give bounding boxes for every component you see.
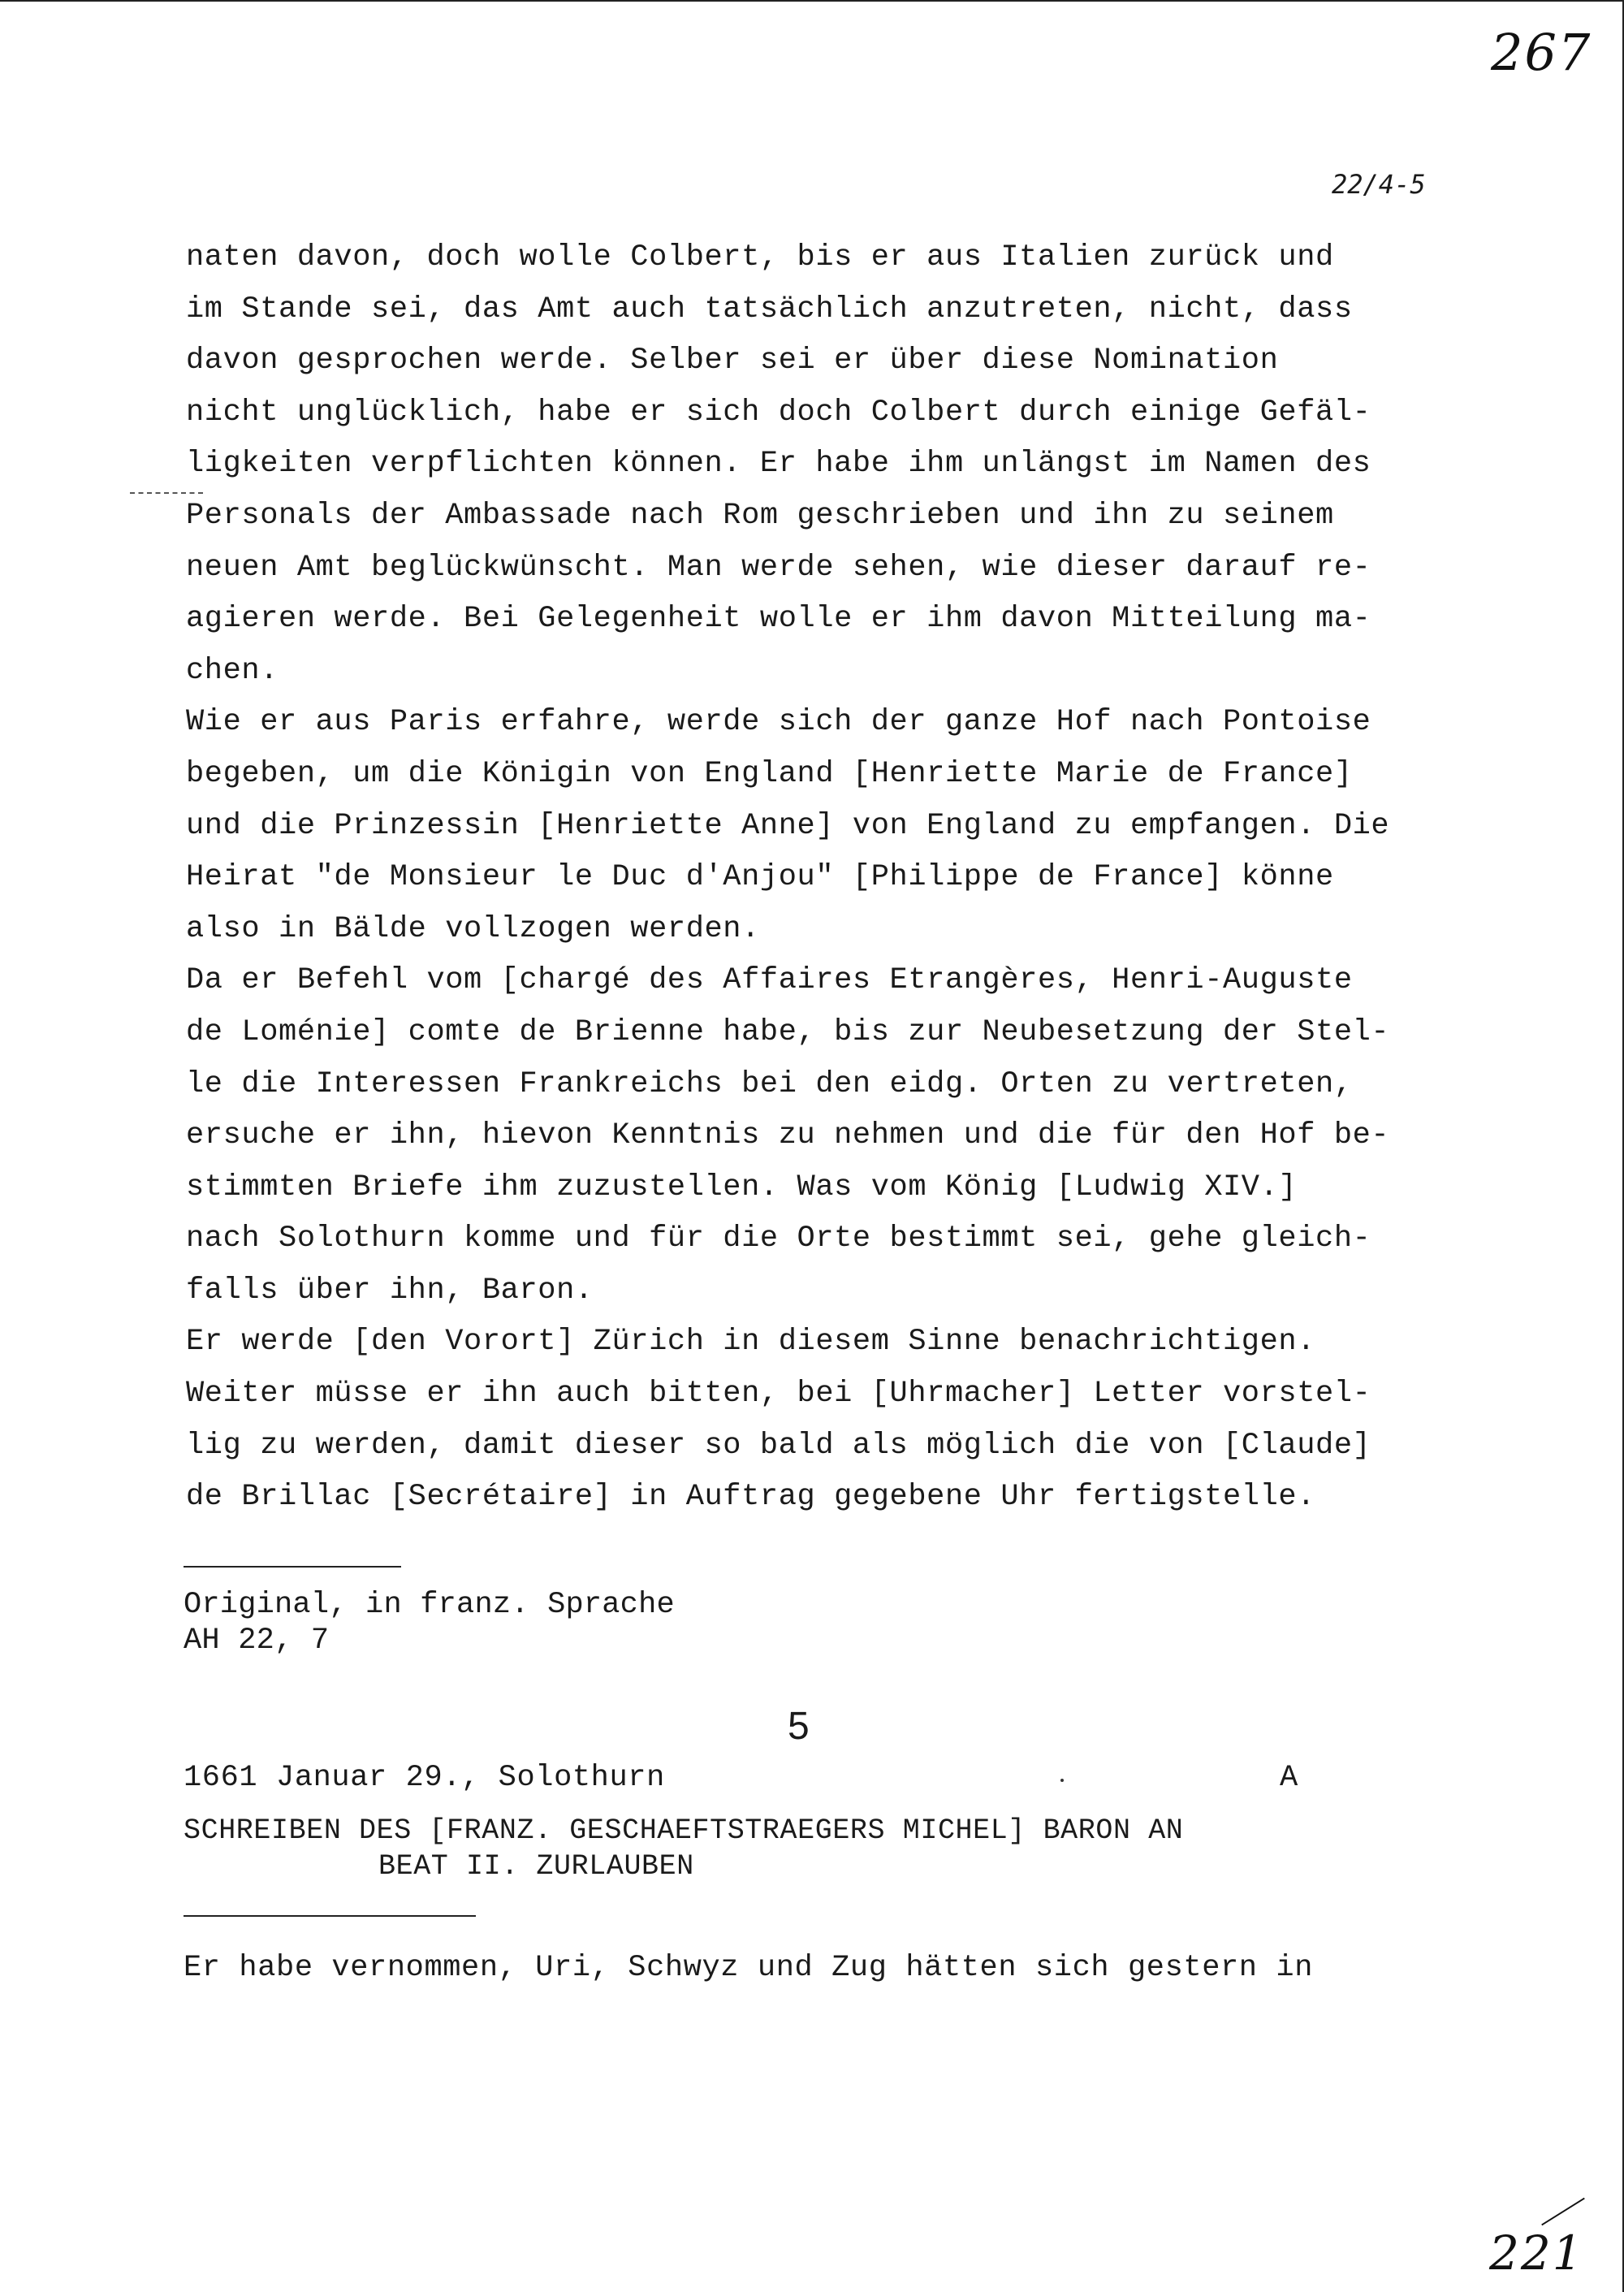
footnote-divider [184, 1566, 401, 1568]
text-line: naten davon, doch wolle Colbert, bis er aus Italien zurück und [186, 240, 1334, 275]
text-line: chen. [186, 653, 279, 688]
text-line: Er werde [den Vorort] Zürich in diesem Sinne benachrichtigen. [186, 1325, 1316, 1360]
text-line: neuen Amt beglückwünscht. Man werde sehen, wie dieser darauf re- [186, 550, 1371, 585]
text-line: im Stande sei, das Amt auch tatsächlich anzutreten, nicht, dass [186, 292, 1353, 327]
title-divider [184, 1915, 476, 1917]
archive-reference: AH 22, 7 [184, 1624, 330, 1658]
text-line: ligkeiten verpflichten können. Er habe ihm unlängst im Namen des [186, 447, 1371, 482]
text-line: begeben, um die Königin von England [Henriette Marie de France] [186, 756, 1353, 791]
document-code: A [1280, 1761, 1298, 1795]
source-note-line: Original, in franz. Sprache [184, 1588, 675, 1622]
text-line: falls über ihn, Baron. [186, 1273, 594, 1308]
text-line: ersuche er ihn, hievon Kenntnis zu nehmen und die für den Hof be- [186, 1118, 1390, 1153]
text-line: Personals der Ambassade nach Rom geschrieben und ihn zu seinem [186, 498, 1334, 533]
document-title-line: SCHREIBEN DES [FRANZ. GESCHAEFTSTRAEGERS MICHEL] BARON AN [184, 1814, 1184, 1847]
text-line: stimmten Briefe ihm zuzustellen. Was vom König [Ludwig XIV.] [186, 1170, 1298, 1204]
document-reference: 22/4-5 [1332, 169, 1426, 200]
handwritten-folio-number: 267 [1491, 23, 1592, 82]
text-line: de Loménie] comte de Brienne habe, bis zur Neubesetzung der Stel- [186, 1014, 1390, 1049]
text-line: Weiter müsse er ihn auch bitten, bei [Uhrmacher] Letter vorstel- [186, 1377, 1371, 1412]
text-line: nicht unglücklich, habe er sich doch Colbert durch einige Gefäl- [186, 395, 1371, 430]
document-date-place: 1661 Januar 29., Solothurn [184, 1761, 665, 1795]
handwritten-page-number: 221 [1489, 2225, 1584, 2281]
text-line: und die Prinzessin [Henriette Anne] von England zu empfangen. Die [186, 808, 1390, 843]
text-line: Wie er aus Paris erfahre, werde sich der ganze Hof nach Pontoise [186, 705, 1371, 740]
text-line: lig zu werden, damit dieser so bald als möglich die von [Claude] [186, 1428, 1371, 1463]
text-line: Heirat "de Monsieur le Duc d'Anjou" [Philippe de France] könne [186, 860, 1334, 895]
letter-summary-text [186, 232, 1518, 1524]
text-line: nach Solothurn komme und für die Orte bestimmt sei, gehe gleich- [186, 1222, 1371, 1256]
text-line: agieren werde. Bei Gelegenheit wolle er ihm davon Mitteilung ma- [186, 602, 1371, 637]
text-line: also in Bälde vollzogen werden. [186, 911, 760, 946]
source-note [184, 1587, 675, 1658]
document-title-line: BEAT II. ZURLAUBEN [378, 1850, 694, 1883]
text-line: Er habe vernommen, Uri, Schwyz und Zug hätten sich gestern in [184, 1951, 1314, 1985]
document-number: 5 [788, 1705, 810, 1748]
paper-speck [1060, 1779, 1064, 1782]
text-line: Da er Befehl vom [chargé des Affaires Etrangères, Henri-Auguste [186, 963, 1353, 998]
text-line: le die Interessen Frankreichs bei den eidg. Orten zu vertreten, [186, 1066, 1353, 1101]
text-line: de Brillac [Secrétaire] in Auftrag gegebene Uhr fertigstelle. [186, 1480, 1316, 1515]
text-line: davon gesprochen werde. Selber sei er über diese Nomination [186, 344, 1279, 378]
